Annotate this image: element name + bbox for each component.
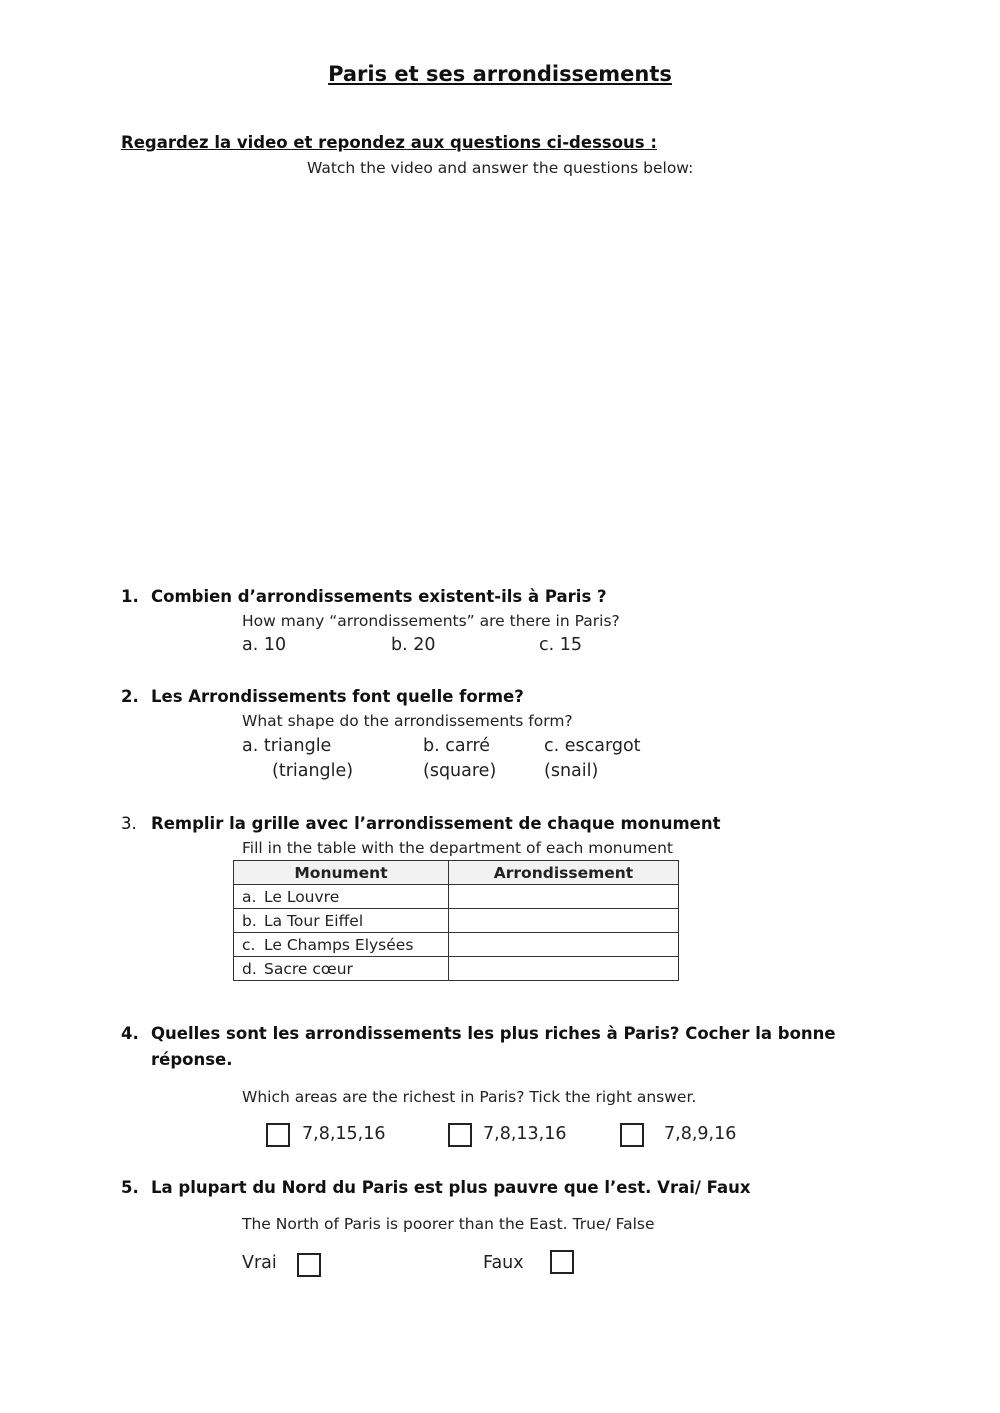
q1-option-c[interactable]: c. 15: [539, 635, 583, 655]
q4-question-line2: réponse.: [151, 1050, 233, 1069]
row-letter: b.: [242, 911, 257, 930]
q5-translation: The North of Paris is poorer than the East. True/ False: [242, 1215, 655, 1233]
monument-name: Sacre cœur: [264, 959, 353, 978]
q4-option-3: 7,8,9,16: [664, 1124, 737, 1144]
q3-question: Remplir la grille avec l’arrondissement de chaque monument: [151, 814, 721, 833]
q5-number: 5.: [121, 1178, 139, 1197]
q5-option-vrai: Vrai: [242, 1253, 277, 1273]
q2-number: 2.: [121, 687, 139, 706]
table-row: [234, 909, 679, 933]
q4-checkbox-1[interactable]: [266, 1123, 290, 1147]
instructions-en: Watch the video and answer the questions below:: [307, 159, 694, 177]
q4-translation: Which areas are the richest in Paris? Tick the right answer.: [242, 1088, 697, 1106]
page-title: Paris et ses arrondissements: [328, 62, 672, 86]
monument-cell: [234, 885, 449, 909]
row-letter: c.: [242, 935, 256, 954]
monument-name: Le Louvre: [264, 887, 340, 906]
q3-number: 3.: [121, 814, 137, 833]
q2-question: Les Arrondissements font quelle forme?: [151, 687, 524, 706]
video-area[interactable]: [121, 190, 881, 570]
q4-checkbox-2[interactable]: [448, 1123, 472, 1147]
q2-option-b-translation: (square): [423, 761, 497, 781]
q3-translation: Fill in the table with the department of each monument: [242, 839, 673, 857]
q2-translation: What shape do the arrondissements form?: [242, 712, 573, 730]
table-header-monument: Monument: [234, 861, 449, 885]
q2-option-c[interactable]: c. escargot: [544, 736, 641, 756]
row-letter: d.: [242, 959, 257, 978]
table-row: [234, 957, 679, 981]
q1-option-b[interactable]: b. 20: [391, 635, 436, 655]
arrondissement-input-cell[interactable]: [449, 909, 679, 933]
q5-option-faux: Faux: [483, 1253, 524, 1273]
q1-option-a[interactable]: a. 10: [242, 635, 287, 655]
q5-checkbox-faux[interactable]: [550, 1250, 574, 1274]
monument-cell: [234, 957, 449, 981]
monument-cell: [234, 909, 449, 933]
q2-option-a[interactable]: a. triangle: [242, 736, 332, 756]
arrondissement-input-cell[interactable]: [449, 885, 679, 909]
q2-option-b[interactable]: b. carré: [423, 736, 491, 756]
q5-question: La plupart du Nord du Paris est plus pauvre que l’est. Vrai/ Faux: [151, 1178, 751, 1197]
q2-option-c-translation: (snail): [544, 761, 599, 781]
q4-question-line1: Quelles sont les arrondissements les plus riches à Paris? Cocher la bonne: [151, 1024, 836, 1043]
q1-question: Combien d’arrondissements existent-ils à Paris ?: [151, 587, 607, 606]
monument-cell: [234, 933, 449, 957]
monument-name: La Tour Eiffel: [264, 911, 364, 930]
table-row: [234, 933, 679, 957]
monument-name: Le Champs Elysées: [264, 935, 414, 954]
monument-table: [233, 860, 679, 981]
q1-number: 1.: [121, 587, 139, 606]
q4-option-2: 7,8,13,16: [483, 1124, 567, 1144]
q2-option-a-translation: (triangle): [272, 761, 354, 781]
table-row: [234, 885, 679, 909]
q4-number: 4.: [121, 1024, 139, 1043]
q5-checkbox-vrai[interactable]: [297, 1253, 321, 1277]
row-letter: a.: [242, 887, 257, 906]
arrondissement-input-cell[interactable]: [449, 957, 679, 981]
q4-checkbox-3[interactable]: [620, 1123, 644, 1147]
q1-translation: How many “arrondissements” are there in Paris?: [242, 612, 620, 630]
arrondissement-input-cell[interactable]: [449, 933, 679, 957]
instructions-fr: Regardez la video et repondez aux questions ci-dessous :: [121, 133, 657, 152]
q4-option-1: 7,8,15,16: [302, 1124, 386, 1144]
table-header-row: [234, 861, 679, 885]
table-header-arrondissement: Arrondissement: [449, 861, 679, 885]
